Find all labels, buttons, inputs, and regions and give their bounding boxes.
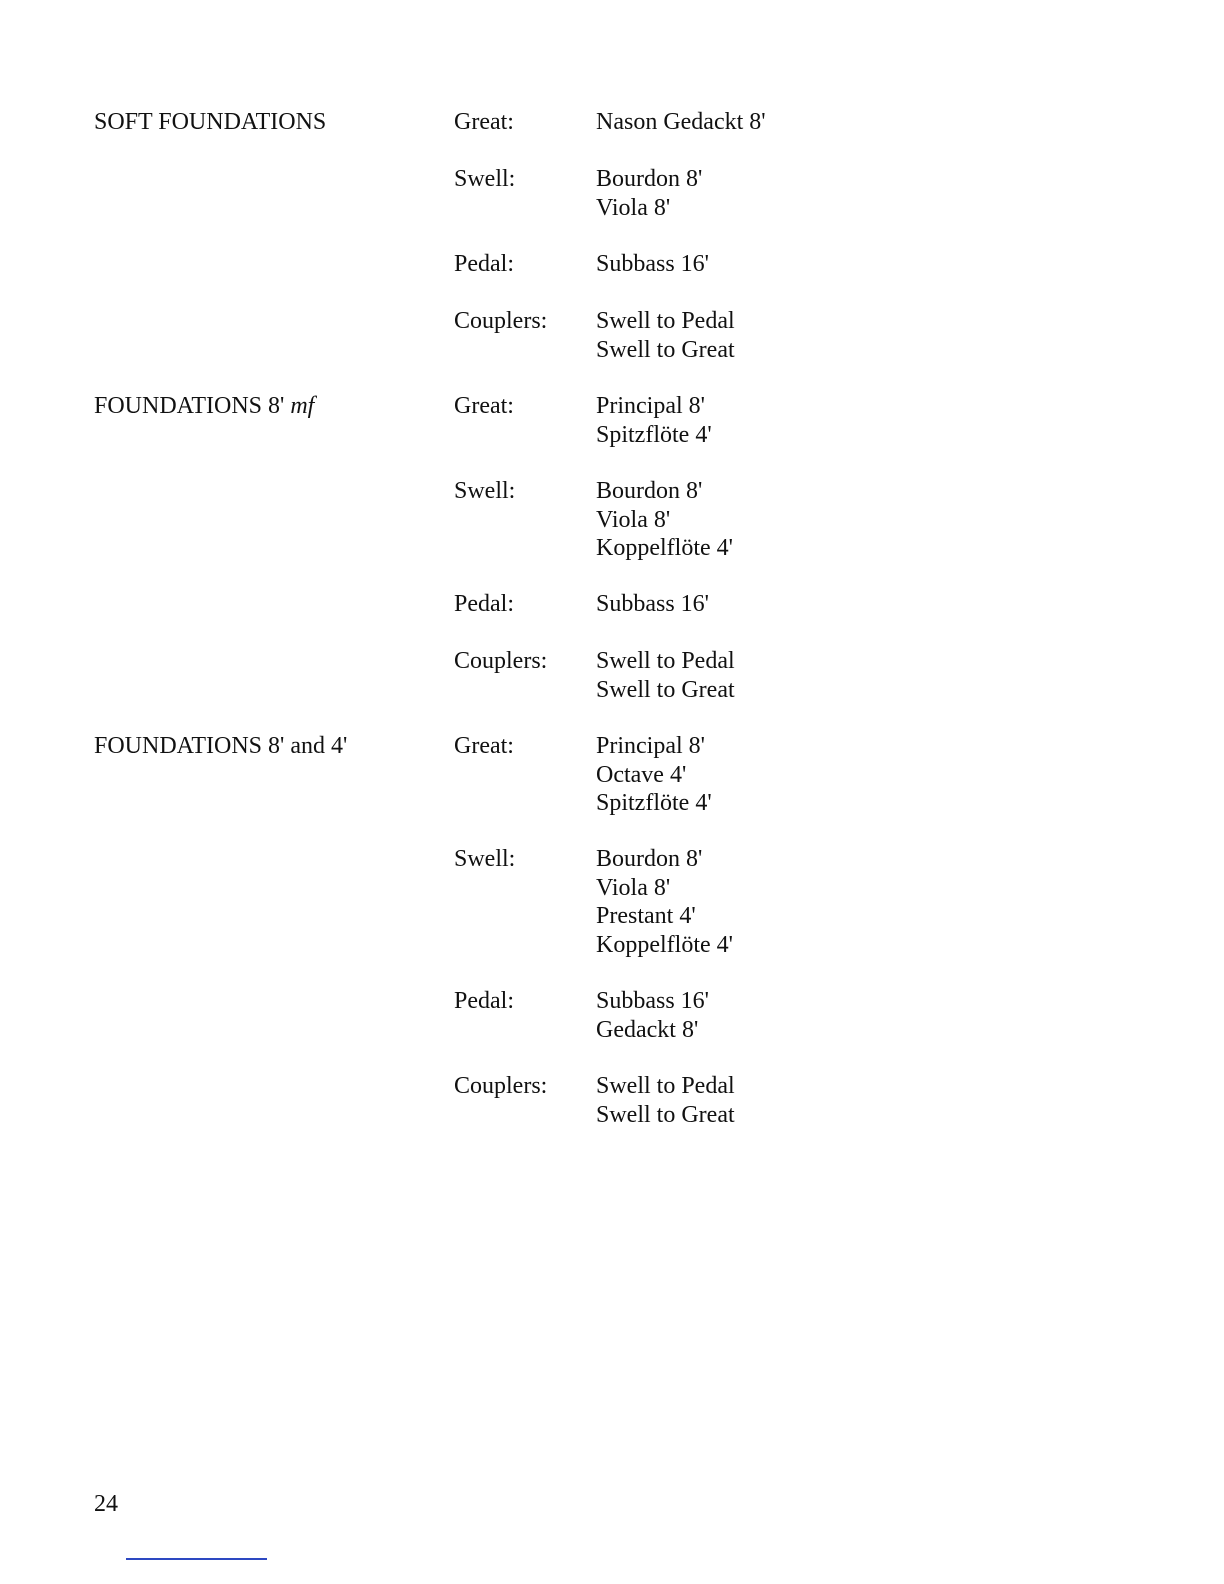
- division-label: Pedal:: [454, 591, 514, 617]
- footnote-divider: [126, 1558, 267, 1560]
- stop-item: Principal 8': [596, 733, 705, 759]
- division-label: Pedal:: [454, 251, 514, 277]
- stop-item: Viola 8': [596, 874, 671, 901]
- stop-item: Swell to Great: [596, 1101, 735, 1128]
- stop-list: [596, 307, 735, 364]
- stop-list: [596, 987, 709, 1044]
- division-label: Pedal:: [454, 988, 514, 1014]
- division-label: Great:: [454, 393, 514, 419]
- section-title-text: FOUNDATIONS 8' and 4': [94, 733, 348, 759]
- division-label: Couplers:: [454, 308, 548, 334]
- stop-item: Octave 4': [596, 761, 687, 788]
- section-title: [94, 108, 326, 136]
- stop-list: [596, 250, 709, 279]
- stop-item: Spitzflöte 4': [596, 421, 712, 448]
- stop-list: [596, 845, 733, 959]
- stop-list: [596, 165, 702, 222]
- division-label: Swell:: [454, 166, 516, 192]
- stop-list: [596, 1072, 735, 1129]
- stop-item: Nason Gedackt 8': [596, 109, 766, 135]
- stop-list: [596, 590, 709, 619]
- stop-item: Swell to Great: [596, 336, 735, 363]
- section-title-text: FOUNDATIONS 8': [94, 393, 285, 419]
- stop-list: [596, 392, 712, 449]
- stop-list: [596, 732, 712, 818]
- division-label: Swell:: [454, 478, 516, 504]
- stop-item: Viola 8': [596, 194, 671, 221]
- stop-item: Bourdon 8': [596, 478, 703, 504]
- stop-item: Spitzflöte 4': [596, 790, 712, 816]
- stop-item: Swell to Great: [596, 676, 735, 703]
- stop-item: Principal 8': [596, 393, 705, 419]
- section-title: [94, 732, 347, 760]
- stop-item: Subbass 16': [596, 591, 710, 617]
- stop-item: Swell to Pedal: [596, 1073, 735, 1099]
- stop-item: Viola 8': [596, 506, 671, 533]
- stop-list: [596, 647, 735, 704]
- page-number: 24: [94, 1491, 118, 1517]
- stop-list: [596, 477, 733, 563]
- section-title-text: SOFT FOUNDATIONS: [94, 109, 327, 135]
- stop-list: [596, 108, 766, 137]
- stop-item: Gedackt 8': [596, 1016, 699, 1043]
- stop-item: Swell to Pedal: [596, 648, 735, 674]
- stop-item: Bourdon 8': [596, 846, 703, 872]
- stop-item: Swell to Pedal: [596, 308, 735, 334]
- stop-item: Subbass 16': [596, 988, 710, 1014]
- section-title: [94, 392, 314, 420]
- division-label: Great:: [454, 109, 514, 135]
- division-label: Couplers:: [454, 1073, 548, 1099]
- division-label: Great:: [454, 733, 514, 759]
- division-label: Swell:: [454, 846, 516, 872]
- stop-item: Subbass 16': [596, 251, 710, 277]
- stop-item: Koppelflöte 4': [596, 535, 733, 561]
- stop-item: Koppelflöte 4': [596, 931, 733, 958]
- division-label: Couplers:: [454, 648, 548, 674]
- section-title-dynamic: mf: [290, 393, 315, 419]
- stop-item: Prestant 4': [596, 903, 696, 929]
- stop-item: Bourdon 8': [596, 166, 703, 192]
